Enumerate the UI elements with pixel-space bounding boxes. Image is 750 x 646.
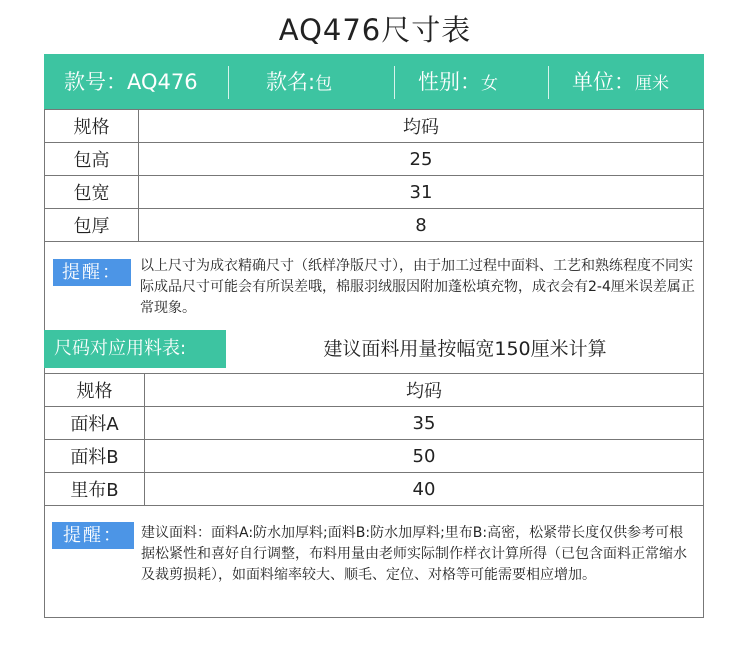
table-row — [45, 209, 704, 242]
gender — [418, 54, 498, 110]
style-name-label: 款名: — [266, 70, 316, 94]
gender-value: 女 — [481, 74, 498, 94]
table-cell: 50 — [145, 440, 704, 473]
tip-label: 提醒： — [52, 522, 134, 549]
table-cell: 40 — [145, 473, 704, 506]
table-row — [45, 440, 704, 473]
table-cell: 35 — [145, 407, 704, 440]
table-row — [45, 407, 704, 440]
unit — [572, 54, 669, 110]
header-bar — [44, 54, 704, 110]
unit-label: 单位： — [572, 70, 635, 94]
table-cell: 包宽 — [45, 176, 139, 209]
size-table — [44, 109, 704, 242]
style-no-value: AQ476 — [127, 70, 198, 94]
table-row — [45, 473, 704, 506]
table-cell: 25 — [139, 143, 704, 176]
tip-label: 提醒： — [53, 259, 131, 286]
style-name-value: 包 — [315, 74, 333, 94]
table-cell: 31 — [139, 176, 704, 209]
table-header-cell: 规格 — [45, 110, 139, 143]
style-no — [64, 54, 198, 110]
table-row — [45, 176, 704, 209]
header-divider — [548, 66, 549, 99]
header-divider — [394, 66, 395, 99]
page-title: AQ476尺寸表 — [278, 13, 472, 47]
fabric-section-title: 尺码对应用料表: — [44, 330, 226, 368]
table-cell: 里布B — [45, 473, 145, 506]
table-cell: 包高 — [45, 143, 139, 176]
header-divider — [228, 66, 229, 99]
table-row — [45, 374, 704, 407]
table-cell: 包厚 — [45, 209, 139, 242]
gender-label: 性别： — [418, 70, 481, 94]
style-name — [266, 54, 332, 110]
table-header-cell: 均码 — [139, 110, 704, 143]
table-cell: 面料B — [45, 440, 145, 473]
tip-text: 以上尺寸为成衣精确尺寸（纸样净版尺寸），由于加工过程中面料、工艺和熟练程度不同实际成品尺寸可能会有所误差哦，棉服羽绒服因附加蓬松填充物，成衣会有2-4厘米误差属正常现象。 — [140, 258, 695, 316]
style-no-label: 款号： — [64, 70, 127, 94]
table-header-cell: 均码 — [145, 374, 704, 407]
table-cell: 8 — [139, 209, 704, 242]
unit-value: 厘米 — [635, 74, 669, 94]
table-header-cell: 规格 — [45, 374, 145, 407]
tip-text: 建议面料：面料A:防水加厚料;面料B:防水加厚料;里布B:高密，松紧带长度仅供参考可根据松紧性和喜好自行调整，布料用量由老师实际制作样衣计算所得（已包含面料正常缩水及裁剪损耗），如面料缩率较大、顺毛、定位、对格等可能需要相应增加。 — [141, 525, 687, 583]
table-row — [45, 143, 704, 176]
fabric-section-note: 建议面料用量按幅宽150厘米计算 — [323, 338, 607, 360]
table-cell: 面料A — [45, 407, 145, 440]
table-row — [45, 110, 704, 143]
fabric-table — [44, 373, 704, 506]
